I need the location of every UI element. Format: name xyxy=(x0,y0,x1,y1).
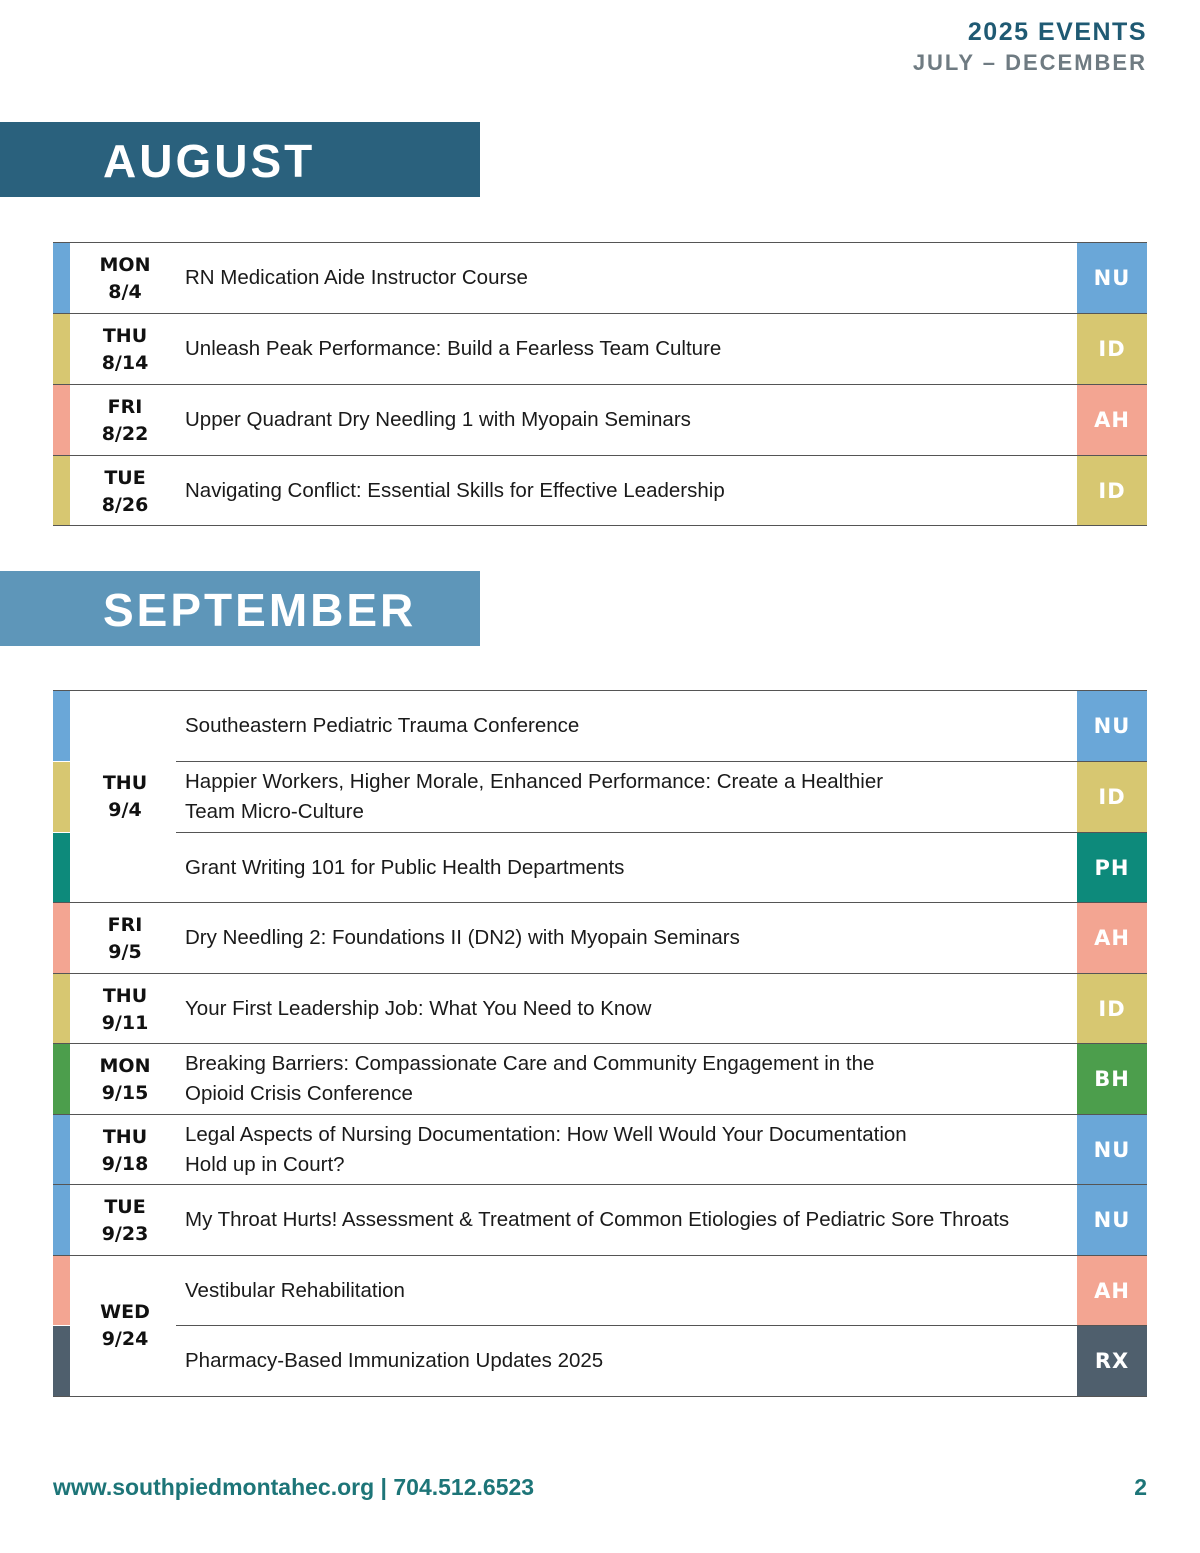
event-date: FRI 9/5 xyxy=(107,914,143,963)
event-date: MON 9/15 xyxy=(99,1055,151,1104)
event-row xyxy=(53,1115,1147,1184)
category-bar xyxy=(53,1115,70,1184)
august-events-table xyxy=(53,242,1147,525)
category-tag: ID xyxy=(1077,456,1147,525)
event-row xyxy=(53,1185,1147,1255)
event-title[interactable]: My Throat Hurts! Assessment & Treatment of Common Etiologies of Pediatric Sore Throats xyxy=(185,1208,1010,1231)
category-tag: NU xyxy=(1077,691,1147,761)
category-bar xyxy=(53,1044,70,1114)
category-tag: ID xyxy=(1077,314,1147,384)
event-title[interactable]: Southeastern Pediatric Trauma Conference xyxy=(185,714,580,737)
category-bar xyxy=(53,974,70,1043)
event-title[interactable]: Pharmacy-Based Immunization Updates 2025 xyxy=(185,1349,604,1372)
month-banner-august: AUGUST xyxy=(0,122,480,197)
category-tag: AH xyxy=(1077,1256,1147,1325)
category-bar xyxy=(53,762,70,832)
event-row xyxy=(53,1256,1147,1325)
event-title[interactable]: Dry Needling 2: Foundations II (DN2) with Myopain Seminars xyxy=(185,926,740,949)
event-title[interactable]: Happier Workers, Higher Morale, Enhanced Performance: Create a Healthier Team Micro-Culture xyxy=(185,770,884,823)
category-tag: NU xyxy=(1077,243,1147,313)
category-bar xyxy=(53,903,70,973)
event-row xyxy=(53,243,1147,313)
event-row xyxy=(53,385,1147,455)
category-bar xyxy=(53,456,70,525)
category-tag: BH xyxy=(1077,1044,1147,1114)
event-title[interactable]: Legal Aspects of Nursing Documentation: How Well Would Your Documentation Hold up in Court? xyxy=(185,1122,907,1176)
event-row xyxy=(53,1326,1147,1396)
category-tag: AH xyxy=(1077,903,1147,973)
event-title[interactable]: Grant Writing 101 for Public Health Departments xyxy=(185,855,625,879)
event-row xyxy=(53,1044,1147,1114)
event-title[interactable]: Vestibular Rehabilitation xyxy=(185,1278,405,1302)
category-bar xyxy=(53,1256,70,1325)
event-date: WED 9/24 xyxy=(100,1301,150,1350)
category-tag: RX xyxy=(1077,1326,1147,1396)
category-bar xyxy=(53,833,70,902)
category-tag: NU xyxy=(1077,1185,1147,1255)
category-bar xyxy=(53,243,70,313)
month-banner-september: SEPTEMBER xyxy=(0,571,480,646)
footer-contact[interactable]: www.southpiedmontahec.org | 704.512.6523 xyxy=(53,1474,535,1500)
event-row xyxy=(53,903,1147,973)
event-title[interactable]: RN Medication Aide Instructor Course xyxy=(185,266,528,289)
event-row xyxy=(53,762,1147,832)
event-row xyxy=(53,314,1147,384)
event-row xyxy=(53,691,1147,761)
event-date: THU 9/4 xyxy=(102,772,148,821)
event-title[interactable]: Navigating Conflict: Essential Skills for Effective Leadership xyxy=(185,478,725,502)
category-bar xyxy=(53,385,70,455)
category-bar xyxy=(53,1185,70,1255)
header-title: 2025 EVENTS xyxy=(967,18,1147,46)
page-number: 2 xyxy=(1134,1474,1147,1500)
event-title[interactable]: Upper Quadrant Dry Needling 1 with Myopain Seminars xyxy=(185,408,691,431)
category-tag: AH xyxy=(1077,385,1147,455)
category-bar xyxy=(53,314,70,384)
event-row xyxy=(53,456,1147,525)
event-date: TUE 8/26 xyxy=(101,467,149,516)
event-date: THU 8/14 xyxy=(101,325,149,374)
category-tag: PH xyxy=(1077,833,1147,902)
category-bar xyxy=(53,1326,70,1396)
event-date: TUE 9/23 xyxy=(101,1196,149,1245)
september-events-table xyxy=(53,690,1147,1396)
table-divider xyxy=(53,1396,1147,1397)
table-divider xyxy=(53,525,1147,526)
event-date: MON 8/4 xyxy=(99,254,151,303)
event-date: FRI 8/22 xyxy=(101,396,149,445)
category-bar xyxy=(53,691,70,761)
event-title[interactable]: Unleash Peak Performance: Build a Fearless Team Culture xyxy=(185,337,722,360)
category-tag: ID xyxy=(1077,974,1147,1043)
event-date: THU 9/18 xyxy=(101,1126,149,1175)
event-title[interactable]: Breaking Barriers: Compassionate Care and Community Engagement in the Opioid Crisis Conference xyxy=(185,1052,875,1105)
event-date: THU 9/11 xyxy=(101,985,149,1034)
header-subtitle: JULY – DECEMBER xyxy=(912,50,1147,75)
event-title[interactable]: Your First Leadership Job: What You Need to Know xyxy=(185,996,652,1020)
event-row xyxy=(53,974,1147,1043)
event-row xyxy=(53,833,1147,902)
category-tag: ID xyxy=(1077,762,1147,832)
category-tag: NU xyxy=(1077,1115,1147,1184)
